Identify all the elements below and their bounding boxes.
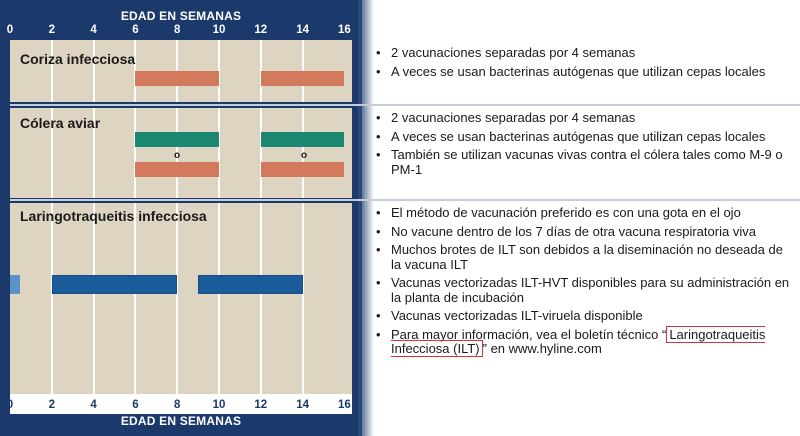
week-tick-label: 10 bbox=[212, 399, 226, 411]
bullet-icon: • bbox=[376, 205, 381, 220]
notes-colera bbox=[374, 111, 794, 181]
notes-ilt bbox=[374, 206, 794, 361]
note-item: • El método de vacunación preferido es con una gota en el ojo bbox=[376, 205, 741, 220]
week-gridline bbox=[176, 203, 178, 394]
week-tick-label: 4 bbox=[90, 399, 97, 411]
bullet-icon: • bbox=[376, 45, 381, 60]
week-gridline bbox=[134, 203, 136, 394]
bullet-icon: • bbox=[376, 128, 381, 144]
or-label: o bbox=[300, 150, 308, 161]
week-tick-label: 0 bbox=[6, 24, 14, 36]
bullet-icon: • bbox=[376, 110, 381, 125]
note-item: • Muchos brotes de ILT son debidos a la diseminación no deseada de la vacuna ILT bbox=[376, 242, 783, 272]
week-gridline bbox=[51, 203, 53, 394]
note-item: • A veces se usan bacterinas autógenas que utilizan cepas locales bbox=[376, 128, 766, 144]
bullet-icon: • bbox=[376, 63, 381, 79]
ilt-bulletin-link[interactable]: Laringotraqueitis Infecciosa (ILT) bbox=[391, 326, 766, 356]
vaccination-window-bar bbox=[135, 162, 219, 177]
week-tick-label: 12 bbox=[254, 399, 268, 411]
or-label: o bbox=[173, 150, 181, 161]
note-item: • 2 vacunaciones separadas por 4 semanas bbox=[376, 110, 636, 125]
bullet-icon: • bbox=[376, 242, 381, 257]
note-item: • También se utilizan vacunas vivas contra el cólera tales como M-9 o PM-1 bbox=[376, 147, 783, 177]
bullet-icon: • bbox=[376, 326, 381, 342]
week-gridline bbox=[93, 40, 95, 102]
week-tick-label: 12 bbox=[254, 24, 268, 36]
bullet-icon: • bbox=[376, 275, 381, 290]
vaccination-window-bar bbox=[52, 275, 177, 294]
week-gridline bbox=[93, 203, 95, 394]
week-tick-label: 16 bbox=[337, 24, 351, 36]
week-tick-label: 6 bbox=[132, 24, 139, 36]
note-item: • Vacunas vectorizadas ILT-HVT disponibles para su administración en la planta de incubación bbox=[376, 275, 790, 305]
week-gridline bbox=[218, 108, 220, 198]
week-tick-label: 4 bbox=[90, 24, 97, 36]
vaccination-window-bar bbox=[198, 275, 303, 294]
week-gridline bbox=[134, 108, 136, 198]
note-item-reference: • Para mayor información, vea el boletín técnico “ Laringotraqueitis Infecciosa (ILT) ” en www.hyline.com bbox=[376, 326, 766, 356]
week-gridline bbox=[218, 203, 220, 394]
week-tick-label: 16 bbox=[337, 399, 351, 411]
disease-title-colera: Cólera aviar bbox=[20, 115, 101, 131]
week-gridline bbox=[260, 108, 262, 198]
week-tick-label: 2 bbox=[48, 399, 55, 411]
note-item: • Vacunas vectorizadas ILT-viruela disponible bbox=[376, 308, 643, 323]
note-item: • 2 vacunaciones separadas por 4 semanas bbox=[376, 45, 636, 60]
note-item: • No vacune dentro de los 7 días de otra vacuna respiratoria viva bbox=[376, 223, 756, 239]
week-tick-label: 14 bbox=[296, 399, 309, 411]
section-divider bbox=[10, 104, 800, 106]
week-tick-label: 2 bbox=[48, 24, 55, 36]
disease-title-ilt: Laringotraqueitis infecciosa bbox=[20, 208, 207, 224]
vaccination-window-bar bbox=[135, 132, 219, 147]
week-tick-label: 14 bbox=[296, 24, 309, 36]
section-divider bbox=[10, 199, 800, 201]
axis-title-top: EDAD EN SEMANAS bbox=[120, 9, 242, 23]
bullet-icon: • bbox=[376, 147, 381, 162]
week-tick-label: 6 bbox=[132, 399, 139, 411]
vaccination-window-bar bbox=[10, 275, 20, 294]
note-item: • A veces se usan bacterinas autógenas que utilizan cepas locales bbox=[376, 63, 766, 79]
frame-shadow bbox=[358, 0, 374, 436]
week-gridline bbox=[51, 40, 53, 102]
week-tick-label: 8 bbox=[173, 24, 181, 36]
week-tick-label: 0 bbox=[6, 399, 14, 411]
week-tick-label: 10 bbox=[212, 24, 226, 36]
vaccination-window-bar bbox=[261, 132, 345, 147]
axis-title-bottom: EDAD EN SEMANAS bbox=[120, 414, 242, 428]
week-tick-label: 8 bbox=[173, 399, 181, 411]
vaccination-window-bar bbox=[261, 162, 345, 177]
notes-coriza bbox=[374, 46, 794, 83]
vaccination-window-bar bbox=[135, 71, 219, 86]
vaccination-window-bar bbox=[261, 71, 345, 86]
disease-title-coriza: Coriza infecciosa bbox=[20, 51, 136, 67]
bullet-icon: • bbox=[376, 308, 381, 323]
week-gridline bbox=[302, 203, 304, 394]
week-gridline bbox=[260, 203, 262, 394]
bullet-icon: • bbox=[376, 223, 381, 239]
